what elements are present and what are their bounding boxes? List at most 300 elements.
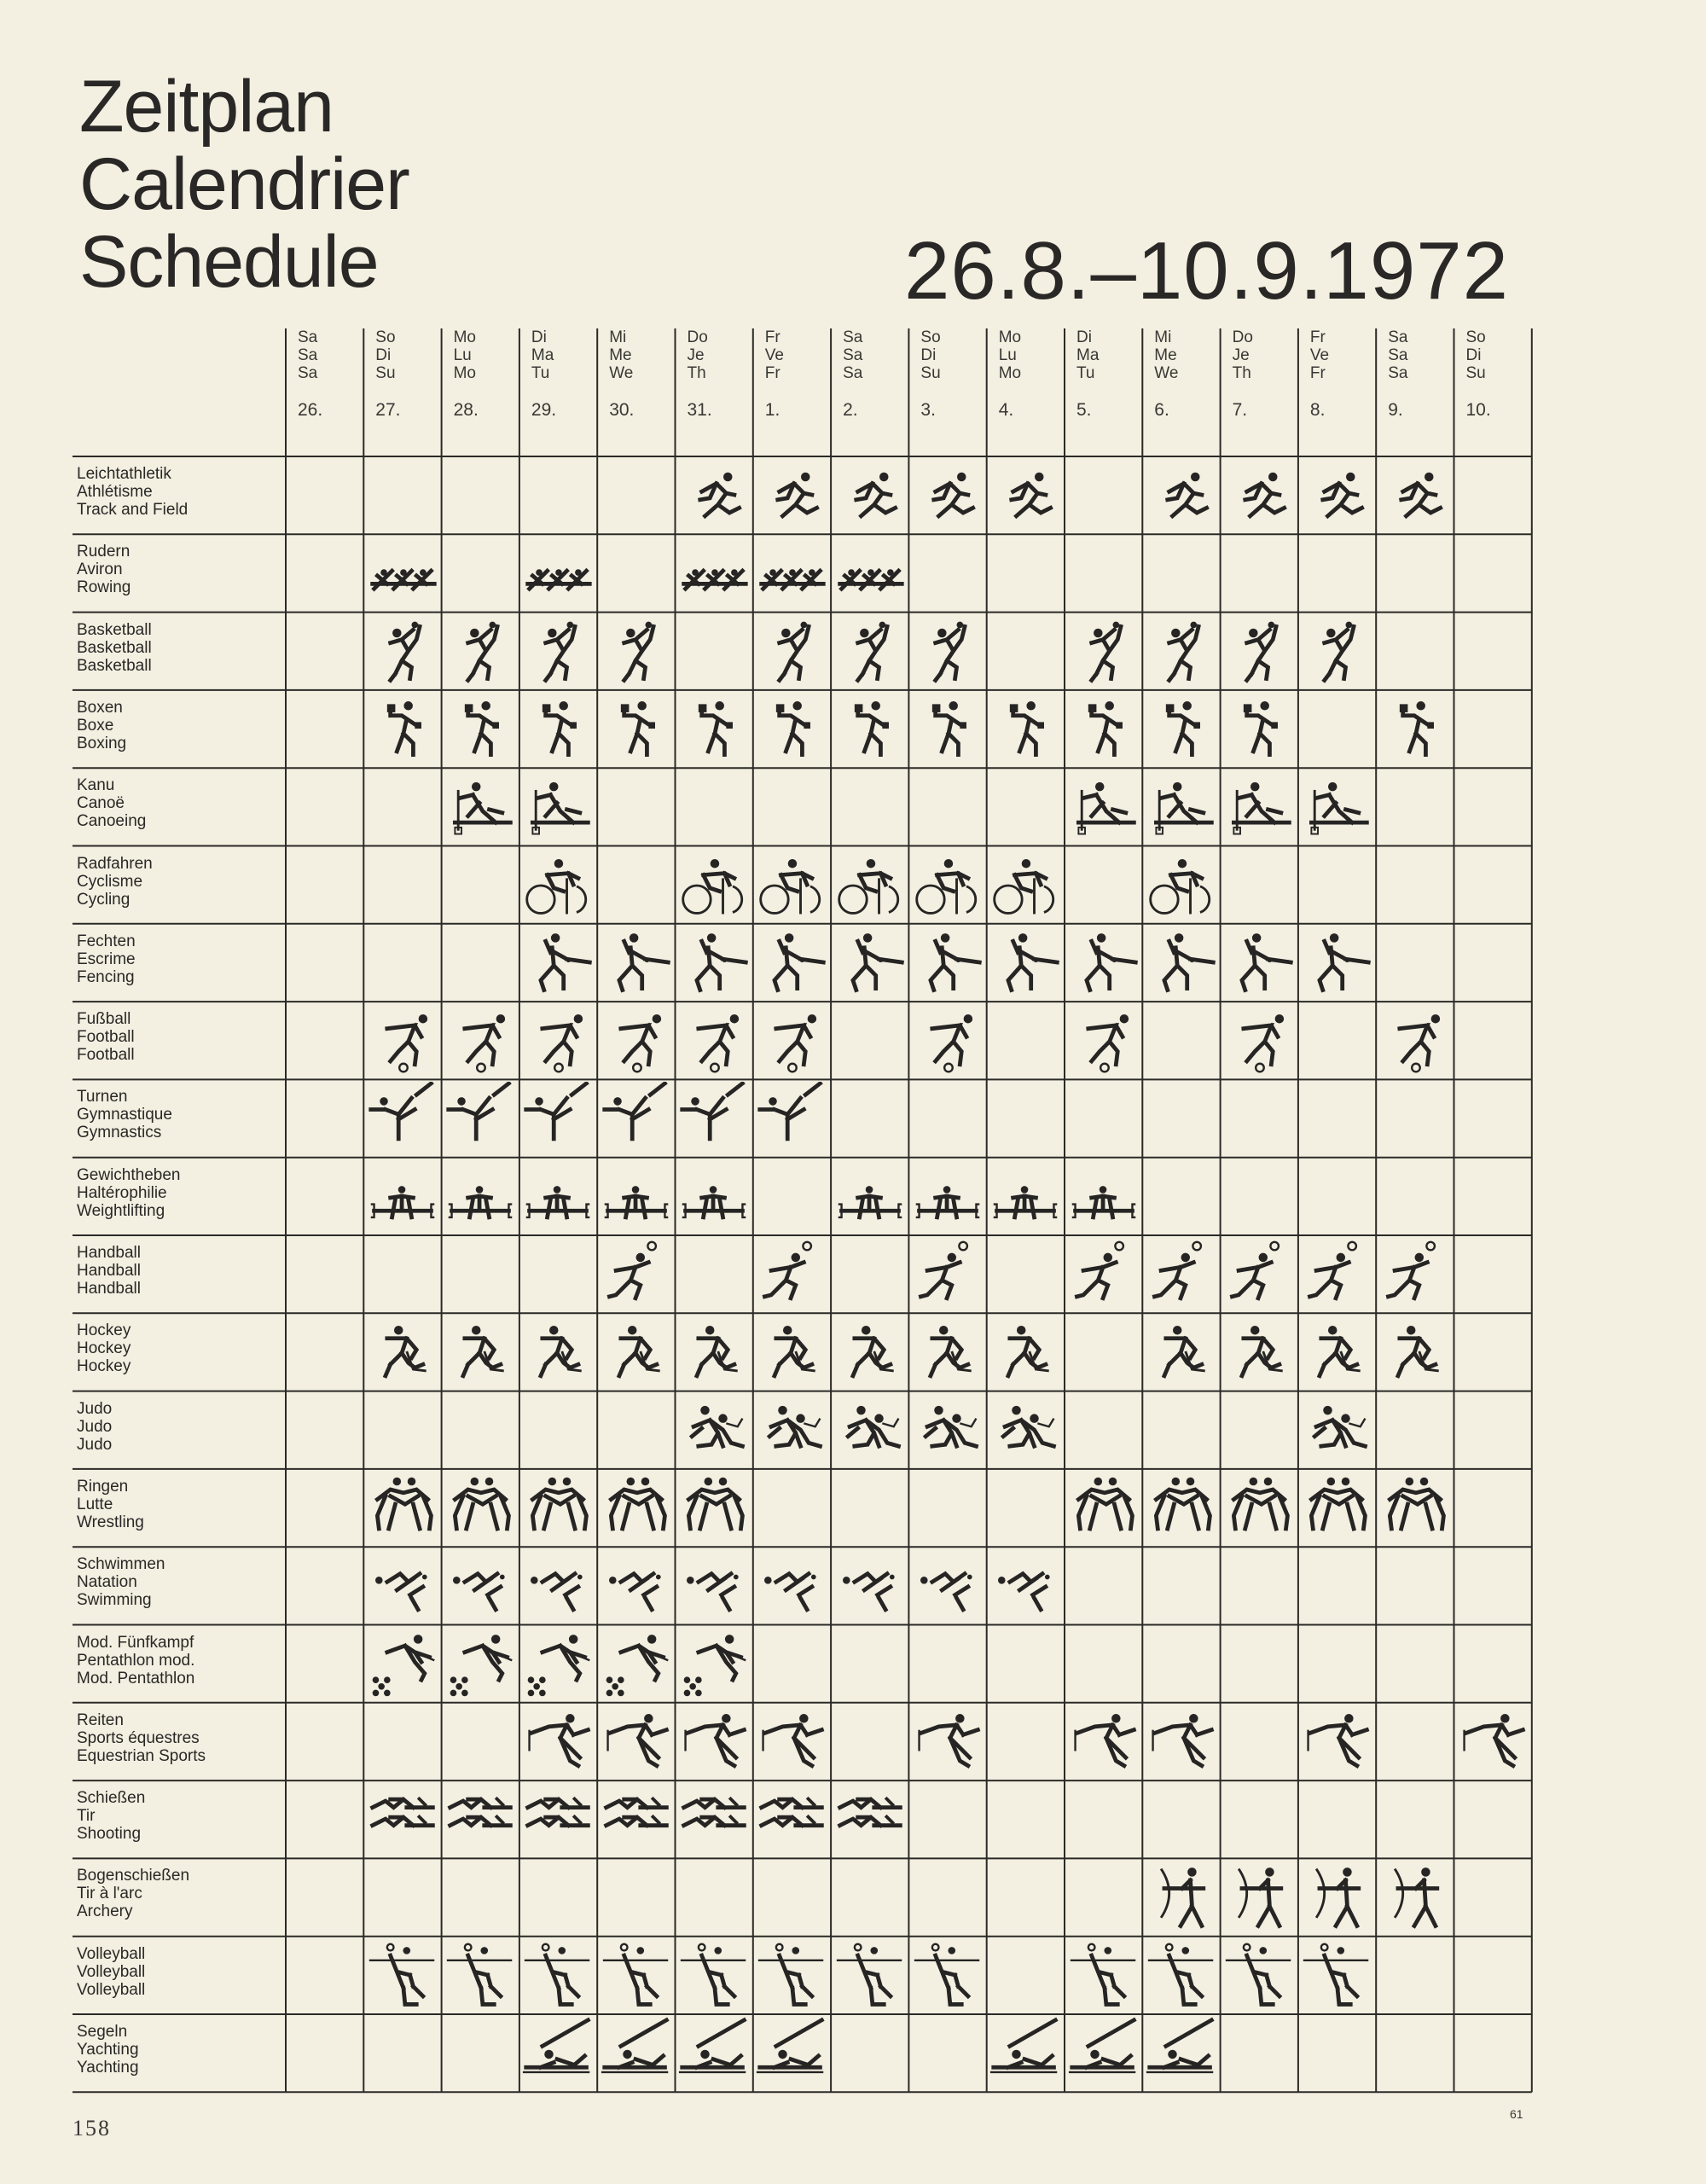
sport-name-fr: Aviron	[77, 561, 123, 579]
football-icon	[1067, 1004, 1140, 1077]
sport-name-en: Gymnastics	[77, 1124, 162, 1142]
cycling-icon	[1145, 849, 1218, 922]
sport-name-fr: Cyclisme	[77, 872, 143, 891]
gymnastics-icon	[755, 1082, 828, 1155]
sport-name-de: Volleyball	[77, 1944, 146, 1963]
day-header	[454, 328, 529, 419]
equestrian-icon	[1300, 1705, 1373, 1779]
day-abbr-fr: Je	[1232, 346, 1250, 364]
track-and-field-icon	[1378, 459, 1452, 532]
sport-label	[77, 1789, 281, 1843]
sport-name-de: Rudern	[77, 543, 131, 561]
handball-icon	[755, 1238, 828, 1311]
football-icon	[1222, 1004, 1296, 1077]
gymnastics-icon	[600, 1082, 673, 1155]
day-abbr-en: Fr	[1309, 364, 1326, 382]
small-number: 61	[1510, 2107, 1523, 2121]
sport-name-de: Segeln	[77, 2023, 128, 2041]
weightlifting-icon	[989, 1160, 1062, 1234]
weightlifting-icon	[600, 1160, 673, 1234]
day-date: 7.	[1232, 400, 1248, 420]
hockey-icon	[1222, 1316, 1296, 1389]
sport-name-en: Judo	[77, 1435, 113, 1454]
shooting-icon	[677, 1783, 751, 1856]
sport-name-de: Judo	[77, 1399, 113, 1418]
basketball-icon	[444, 615, 517, 688]
day-header	[1076, 328, 1152, 419]
volleyball-icon	[1300, 1939, 1373, 2013]
weightlifting-icon	[521, 1160, 595, 1234]
equestrian-icon	[755, 1705, 828, 1779]
sport-label	[77, 1400, 281, 1454]
yachting-icon	[677, 2017, 751, 2090]
sport-name-de: Handball	[77, 1244, 141, 1262]
day-abbr-fr: Ve	[764, 346, 784, 364]
football-icon	[755, 1004, 828, 1077]
day-header	[1310, 328, 1385, 419]
yachting-icon	[600, 2017, 673, 2090]
yachting-icon	[521, 2017, 595, 2090]
sport-name-en: Rowing	[77, 578, 131, 597]
swimming-icon	[911, 1549, 984, 1623]
day-date: 8.	[1309, 400, 1326, 420]
shooting-icon	[521, 1783, 595, 1856]
sport-label	[77, 855, 281, 909]
handball-icon	[1145, 1238, 1218, 1311]
cycling-icon	[833, 849, 907, 922]
football-icon	[444, 1004, 517, 1077]
gymnastics-icon	[444, 1082, 517, 1155]
day-abbr-en: Sa	[1388, 364, 1408, 382]
modern-pentathlon-icon	[521, 1628, 595, 1701]
sport-name-fr: Yachting	[77, 2041, 139, 2059]
sport-name-en: Weightlifting	[77, 1201, 165, 1220]
volleyball-icon	[521, 1939, 595, 2013]
day-date: 4.	[998, 400, 1014, 420]
day-date: 10.	[1465, 400, 1491, 420]
wrestling-icon	[600, 1472, 673, 1545]
day-abbr-fr: Sa	[843, 346, 863, 364]
volleyball-icon	[366, 1939, 439, 2013]
hockey-icon	[755, 1316, 828, 1389]
hockey-icon	[600, 1316, 673, 1389]
day-header	[609, 328, 684, 419]
cycling-icon	[755, 849, 828, 922]
hockey-icon	[1378, 1316, 1452, 1389]
sport-label	[77, 1478, 281, 1531]
fencing-icon	[755, 926, 828, 1000]
hockey-icon	[1145, 1316, 1218, 1389]
day-abbr-en: Fr	[764, 364, 780, 382]
fencing-icon	[833, 926, 907, 1000]
day-abbr-fr: Me	[609, 346, 632, 364]
fencing-icon	[1222, 926, 1296, 1000]
day-date: 2.	[843, 400, 858, 420]
sport-name-fr: Haltérophilie	[77, 1183, 167, 1202]
day-header	[843, 328, 918, 419]
archery-icon	[1145, 1861, 1218, 1934]
handball-icon	[1222, 1238, 1296, 1311]
wrestling-icon	[1067, 1472, 1140, 1545]
sport-name-en: Canoeing	[77, 812, 147, 831]
basketball-icon	[1222, 615, 1296, 688]
day-date: 29.	[531, 400, 557, 420]
sport-name-fr: Lutte	[77, 1495, 113, 1513]
fencing-icon	[989, 926, 1062, 1000]
sport-label	[77, 465, 281, 519]
volleyball-icon	[1222, 1939, 1296, 2013]
sport-label	[77, 1321, 281, 1375]
day-header	[765, 328, 840, 419]
shooting-icon	[600, 1783, 673, 1856]
day-abbr-en: Su	[920, 364, 941, 382]
boxing-icon	[444, 693, 517, 766]
day-abbr-en: Th	[1232, 364, 1251, 382]
sport-name-de: Kanu	[77, 776, 115, 795]
volleyball-icon	[1145, 1939, 1218, 2013]
sport-label	[77, 543, 281, 596]
day-abbr-en: We	[1154, 364, 1179, 382]
fencing-icon	[1300, 926, 1373, 1000]
day-header	[375, 328, 450, 419]
sport-name-en: Archery	[77, 1902, 133, 1921]
modern-pentathlon-icon	[366, 1628, 439, 1701]
volleyball-icon	[600, 1939, 673, 2013]
sport-label	[77, 1711, 281, 1765]
wrestling-icon	[444, 1472, 517, 1545]
day-abbr-de: Do	[1232, 328, 1253, 346]
judo-icon	[755, 1394, 828, 1467]
handball-icon	[1300, 1238, 1373, 1311]
day-header	[1233, 328, 1308, 419]
sport-label	[77, 1867, 281, 1920]
canoeing-icon	[1300, 770, 1373, 844]
shooting-icon	[833, 1783, 907, 1856]
hockey-icon	[911, 1316, 984, 1389]
yachting-icon	[1067, 2017, 1140, 2090]
track-and-field-icon	[1300, 459, 1373, 532]
sport-name-de: Leichtathletik	[77, 465, 171, 483]
fencing-icon	[1145, 926, 1218, 1000]
judo-icon	[677, 1394, 751, 1467]
canoeing-icon	[1145, 770, 1218, 844]
judo-icon	[833, 1394, 907, 1467]
sport-name-en: Track and Field	[77, 501, 189, 519]
fencing-icon	[911, 926, 984, 1000]
day-abbr-de: Do	[687, 328, 708, 346]
day-date: 3.	[920, 400, 936, 420]
sport-name-de: Gewichtheben	[77, 1165, 181, 1184]
sport-name-fr: Judo	[77, 1417, 113, 1436]
day-date: 28.	[453, 400, 479, 420]
sport-label	[77, 1634, 281, 1687]
cycling-icon	[521, 849, 595, 922]
day-abbr-fr: Sa	[298, 346, 318, 364]
sport-name-de: Mod. Fünfkampf	[77, 1633, 194, 1652]
volleyball-icon	[833, 1939, 907, 2013]
equestrian-icon	[1145, 1705, 1218, 1779]
day-abbr-de: Sa	[298, 328, 318, 346]
day-abbr-de: So	[1465, 328, 1486, 346]
sport-name-de: Schießen	[77, 1789, 146, 1808]
equestrian-icon	[1456, 1705, 1529, 1779]
day-abbr-fr: Ve	[1309, 346, 1330, 364]
gymnastics-icon	[677, 1082, 751, 1155]
equestrian-icon	[600, 1705, 673, 1779]
day-abbr-en: Mo	[453, 364, 476, 382]
sport-name-fr: Pentathlon mod.	[77, 1651, 195, 1670]
football-icon	[677, 1004, 751, 1077]
sport-label	[77, 776, 281, 830]
day-abbr-en: Tu	[1076, 364, 1095, 382]
sport-name-en: Wrestling	[77, 1513, 144, 1531]
swimming-icon	[755, 1549, 828, 1623]
basketball-icon	[521, 615, 595, 688]
sport-name-fr: Canoë	[77, 794, 125, 813]
volleyball-icon	[677, 1939, 751, 2013]
cycling-icon	[677, 849, 751, 922]
wrestling-icon	[521, 1472, 595, 1545]
sport-name-de: Basketball	[77, 620, 152, 639]
wrestling-icon	[366, 1472, 439, 1545]
rowing-icon	[677, 537, 751, 610]
sport-label	[77, 1244, 281, 1298]
sport-label	[77, 1166, 281, 1220]
day-date: 26.	[298, 400, 323, 420]
day-abbr-fr: Ma	[531, 346, 554, 364]
day-abbr-fr: Lu	[998, 346, 1017, 364]
day-abbr-fr: Me	[1154, 346, 1177, 364]
volleyball-icon	[444, 1939, 517, 2013]
boxing-icon	[521, 693, 595, 766]
day-abbr-fr: Je	[687, 346, 705, 364]
football-icon	[1378, 1004, 1452, 1077]
track-and-field-icon	[677, 459, 751, 532]
modern-pentathlon-icon	[444, 1628, 517, 1701]
day-abbr-fr: Di	[1465, 346, 1482, 364]
shooting-icon	[755, 1783, 828, 1856]
archery-icon	[1300, 1861, 1373, 1934]
day-date: 27.	[375, 400, 401, 420]
sport-name-fr: Tir	[77, 1807, 96, 1826]
day-header	[999, 328, 1074, 419]
day-header	[1154, 328, 1229, 419]
hockey-icon	[1300, 1316, 1373, 1389]
sport-name-de: Ringen	[77, 1477, 129, 1496]
sport-name-en: Handball	[77, 1280, 141, 1298]
cycling-icon	[989, 849, 1062, 922]
yachting-icon	[1145, 2017, 1218, 2090]
sport-name-de: Reiten	[77, 1711, 124, 1729]
day-header	[688, 328, 763, 419]
weightlifting-icon	[444, 1160, 517, 1234]
yachting-icon	[989, 2017, 1062, 2090]
day-abbr-de: So	[375, 328, 396, 346]
hockey-icon	[989, 1316, 1062, 1389]
hockey-icon	[366, 1316, 439, 1389]
track-and-field-icon	[833, 459, 907, 532]
hockey-icon	[677, 1316, 751, 1389]
sport-name-fr: Hockey	[77, 1339, 131, 1358]
basketball-icon	[1300, 615, 1373, 688]
swimming-icon	[600, 1549, 673, 1623]
equestrian-icon	[1067, 1705, 1140, 1779]
boxing-icon	[366, 693, 439, 766]
sport-name-de: Fußball	[77, 1010, 131, 1029]
boxing-icon	[1145, 693, 1218, 766]
gymnastics-icon	[521, 1082, 595, 1155]
wrestling-icon	[677, 1472, 751, 1545]
sport-name-fr: Escrime	[77, 950, 136, 968]
sport-name-de: Fechten	[77, 932, 136, 950]
fencing-icon	[521, 926, 595, 1000]
sport-name-fr: Basketball	[77, 638, 152, 657]
sport-name-en: Boxing	[77, 734, 127, 752]
title-block	[79, 68, 409, 301]
canoeing-icon	[1067, 770, 1140, 844]
rowing-icon	[755, 537, 828, 610]
basketball-icon	[911, 615, 984, 688]
gymnastics-icon	[366, 1082, 439, 1155]
swimming-icon	[366, 1549, 439, 1623]
sport-label	[77, 699, 281, 752]
day-abbr-en: Tu	[531, 364, 550, 382]
sport-label	[77, 1010, 281, 1064]
title-french: Calendrier	[79, 143, 409, 225]
day-abbr-en: Su	[1465, 364, 1486, 382]
sport-name-fr: Natation	[77, 1573, 137, 1592]
boxing-icon	[911, 693, 984, 766]
sport-name-en: Hockey	[77, 1357, 131, 1376]
wrestling-icon	[1300, 1472, 1373, 1545]
day-abbr-de: Fr	[764, 328, 780, 346]
day-abbr-de: Mo	[998, 328, 1022, 346]
basketball-icon	[1067, 615, 1140, 688]
sport-name-fr: Gymnastique	[77, 1106, 172, 1124]
fencing-icon	[1067, 926, 1140, 1000]
basketball-icon	[755, 615, 828, 688]
handball-icon	[600, 1238, 673, 1311]
weightlifting-icon	[677, 1160, 751, 1234]
day-abbr-en: Su	[375, 364, 396, 382]
football-icon	[521, 1004, 595, 1077]
sport-name-en: Fencing	[77, 967, 135, 986]
rowing-icon	[521, 537, 595, 610]
day-header	[531, 328, 606, 419]
day-header	[920, 328, 995, 419]
rowing-icon	[833, 537, 907, 610]
canoeing-icon	[444, 770, 517, 844]
track-and-field-icon	[755, 459, 828, 532]
sport-name-de: Schwimmen	[77, 1555, 165, 1574]
day-abbr-en: Mo	[998, 364, 1022, 382]
modern-pentathlon-icon	[600, 1628, 673, 1701]
sport-label	[77, 2023, 281, 2077]
equestrian-icon	[521, 1705, 595, 1779]
day-date: 30.	[609, 400, 635, 420]
football-icon	[911, 1004, 984, 1077]
boxing-icon	[755, 693, 828, 766]
day-header	[298, 328, 373, 419]
volleyball-icon	[1067, 1939, 1140, 2013]
sport-name-fr: Football	[77, 1028, 135, 1047]
volleyball-icon	[911, 1939, 984, 2013]
basketball-icon	[600, 615, 673, 688]
boxing-icon	[1222, 693, 1296, 766]
boxing-icon	[989, 693, 1062, 766]
sport-name-en: Swimming	[77, 1591, 152, 1610]
archery-icon	[1222, 1861, 1296, 1934]
day-date: 5.	[1076, 400, 1092, 420]
day-abbr-de: Fr	[1309, 328, 1326, 346]
sport-name-de: Turnen	[77, 1088, 128, 1107]
handball-icon	[1378, 1238, 1452, 1311]
sport-name-en: Yachting	[77, 2059, 139, 2077]
track-and-field-icon	[1145, 459, 1218, 532]
handball-icon	[911, 1238, 984, 1311]
sport-name-fr: Sports équestres	[77, 1728, 200, 1747]
hockey-icon	[444, 1316, 517, 1389]
sport-name-de: Bogenschießen	[77, 1867, 190, 1885]
day-abbr-de: Mi	[609, 328, 627, 346]
day-abbr-de: Sa	[843, 328, 863, 346]
fencing-icon	[600, 926, 673, 1000]
day-abbr-de: So	[920, 328, 941, 346]
day-header	[1388, 328, 1463, 419]
day-abbr-de: Di	[531, 328, 547, 346]
day-abbr-en: Sa	[298, 364, 318, 382]
wrestling-icon	[1145, 1472, 1218, 1545]
hockey-icon	[521, 1316, 595, 1389]
sport-name-en: Volleyball	[77, 1980, 146, 1999]
day-abbr-en: Th	[687, 364, 706, 382]
boxing-icon	[1067, 693, 1140, 766]
sport-label	[77, 1088, 281, 1141]
canoeing-icon	[521, 770, 595, 844]
day-abbr-fr: Ma	[1076, 346, 1100, 364]
sport-name-de: Boxen	[77, 698, 123, 717]
weightlifting-icon	[911, 1160, 984, 1234]
hockey-icon	[833, 1316, 907, 1389]
sport-name-fr: Athlétisme	[77, 483, 153, 501]
weightlifting-icon	[366, 1160, 439, 1234]
equestrian-icon	[677, 1705, 751, 1779]
football-icon	[600, 1004, 673, 1077]
basketball-icon	[1145, 615, 1218, 688]
day-date: 6.	[1154, 400, 1169, 420]
sport-name-de: Radfahren	[77, 854, 153, 873]
handball-icon	[1067, 1238, 1140, 1311]
sport-label	[77, 1555, 281, 1609]
day-abbr-de: Mi	[1154, 328, 1172, 346]
judo-icon	[1300, 1394, 1373, 1467]
weightlifting-icon	[1067, 1160, 1140, 1234]
cycling-icon	[911, 849, 984, 922]
sport-name-en: Football	[77, 1046, 135, 1065]
day-abbr-en: Sa	[843, 364, 863, 382]
day-abbr-fr: Lu	[453, 346, 472, 364]
page-number: 158	[73, 2116, 111, 2140]
track-and-field-icon	[989, 459, 1062, 532]
modern-pentathlon-icon	[677, 1628, 751, 1701]
sport-name-en: Basketball	[77, 656, 152, 675]
football-icon	[366, 1004, 439, 1077]
title-english: Schedule	[79, 221, 379, 303]
swimming-icon	[989, 1549, 1062, 1623]
sport-name-en: Shooting	[77, 1825, 142, 1844]
sport-name-fr: Handball	[77, 1262, 141, 1280]
day-abbr-de: Di	[1076, 328, 1092, 346]
